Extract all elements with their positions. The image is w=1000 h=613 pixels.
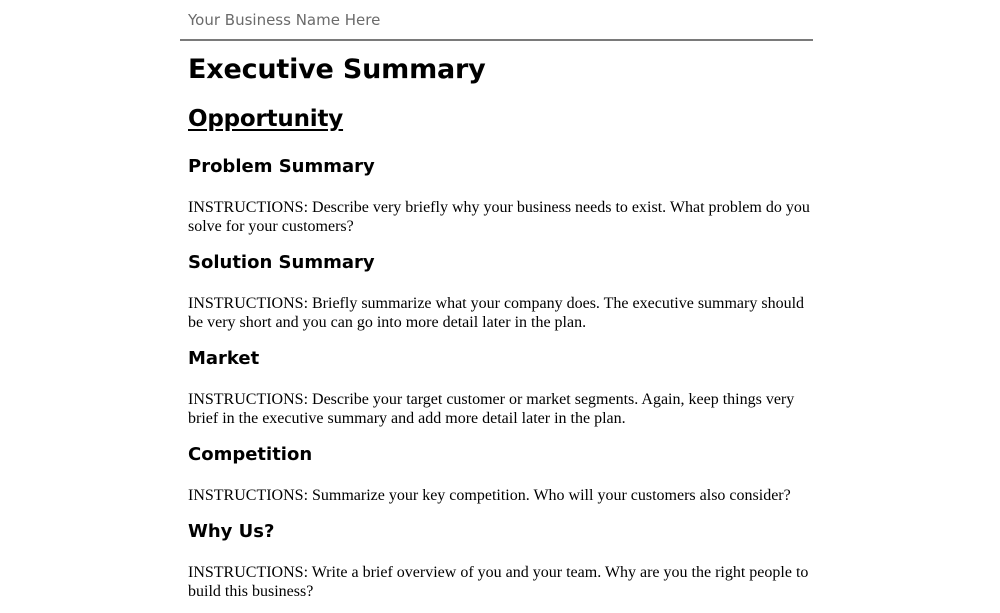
page-title: Executive Summary — [188, 54, 486, 85]
section-title-opportunity: Opportunity — [188, 106, 344, 132]
heading-competition: Competition — [188, 444, 313, 465]
page-header — [180, 0, 813, 41]
instructions-competition: INSTRUCTIONS: Summarize your key competition. Who will your customers also consider? — [188, 487, 791, 504]
instructions-solution-summary: INSTRUCTIONS: Briefly summarize what your company does. The executive summary should be very short and you can go into more detail later in the plan. — [188, 295, 805, 331]
heading-why-us: Why Us? — [188, 521, 275, 542]
heading-problem-summary: Problem Summary — [188, 156, 375, 177]
instructions-market: INSTRUCTIONS: Describe your target customer or market segments. Again, keep things very brief in the executive summary and add more detail later in the plan. — [188, 391, 795, 427]
instructions-problem-summary: INSTRUCTIONS: Describe very briefly why your business needs to exist. What problem do you solve for your customers? — [188, 199, 810, 235]
instructions-why-us: INSTRUCTIONS: Write a brief overview of you and your team. Why are you the right people to build this business? — [188, 564, 809, 600]
business-name: Your Business Name Here — [188, 11, 381, 29]
heading-solution-summary: Solution Summary — [188, 252, 375, 273]
heading-market: Market — [188, 348, 260, 369]
